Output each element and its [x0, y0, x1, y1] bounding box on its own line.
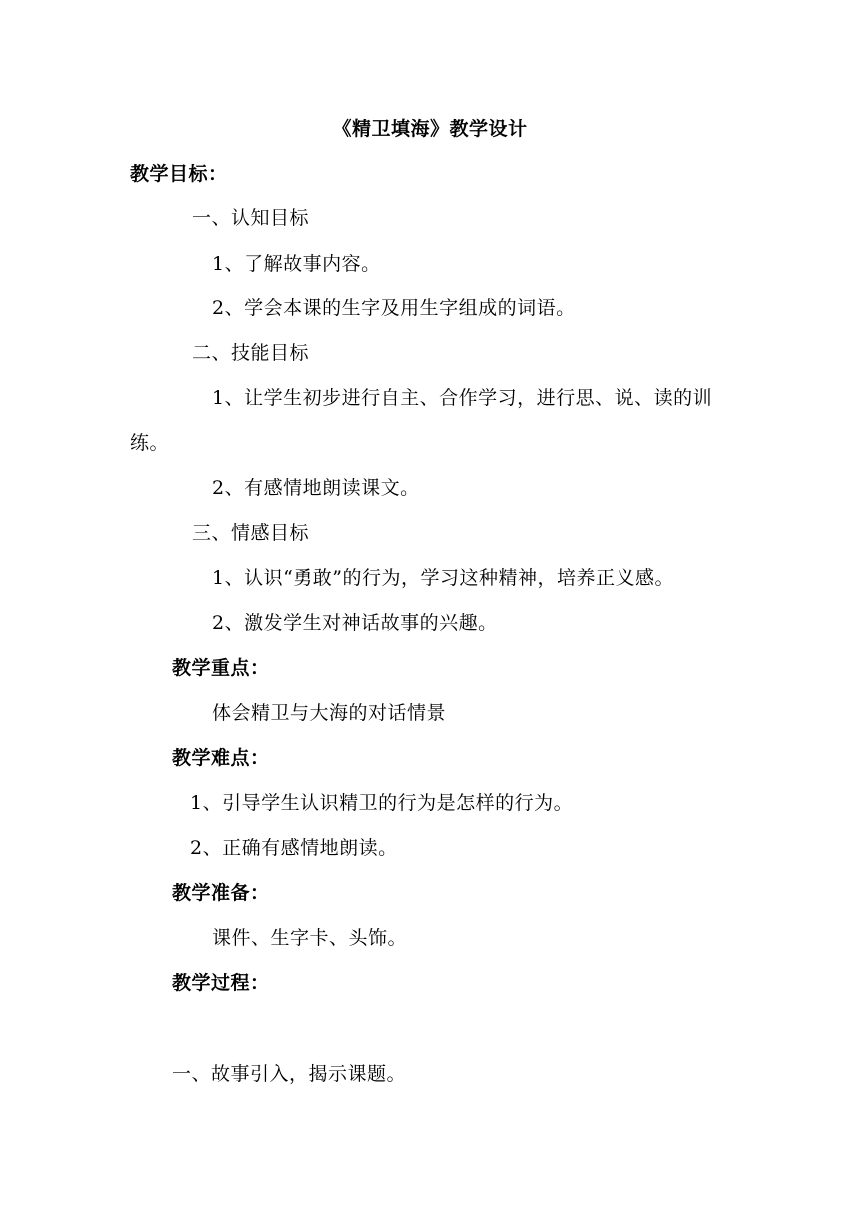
skill-item-2: 2、有感情地朗读课文。: [212, 477, 420, 499]
cognitive-item-2: 2、学会本课的生字及用生字组成的词语。: [212, 297, 576, 319]
cognitive-item-1: 1、了解故事内容。: [212, 253, 381, 275]
preparation-text: 课件、生字卡、头饰。: [212, 927, 408, 949]
process-step-1: 一、故事引入，揭示课题。: [172, 1063, 407, 1085]
skill-objectives-heading: 二、技能目标: [192, 342, 310, 364]
difficulty-item-1: 1、引导学生认识精卫的行为是怎样的行为。: [190, 792, 574, 814]
key-points-heading: 教学重点：: [172, 657, 270, 679]
document-title: 《精卫填海》教学设计: [332, 118, 528, 140]
preparation-heading: 教学准备：: [172, 882, 270, 904]
cognitive-objectives-heading: 一、认知目标: [192, 207, 310, 229]
skill-item-1-line-1: 1、让学生初步进行自主、合作学习，进行思、说、读的训: [212, 387, 713, 409]
process-heading: 教学过程：: [172, 972, 270, 994]
emotion-objectives-heading: 三、情感目标: [192, 522, 310, 544]
emotion-item-1: 1、认识“勇敢”的行为，学习这种精神，培养正义感。: [212, 567, 675, 589]
skill-item-1-line-2: 练。: [130, 432, 170, 454]
difficulty-item-2: 2、正确有感情地朗读。: [190, 837, 398, 859]
difficulties-heading: 教学难点：: [172, 747, 270, 769]
key-points-text: 体会精卫与大海的对话情景: [212, 702, 447, 724]
emotion-item-2: 2、激发学生对神话故事的兴趣。: [212, 612, 498, 634]
objectives-heading: 教学目标：: [130, 163, 228, 185]
